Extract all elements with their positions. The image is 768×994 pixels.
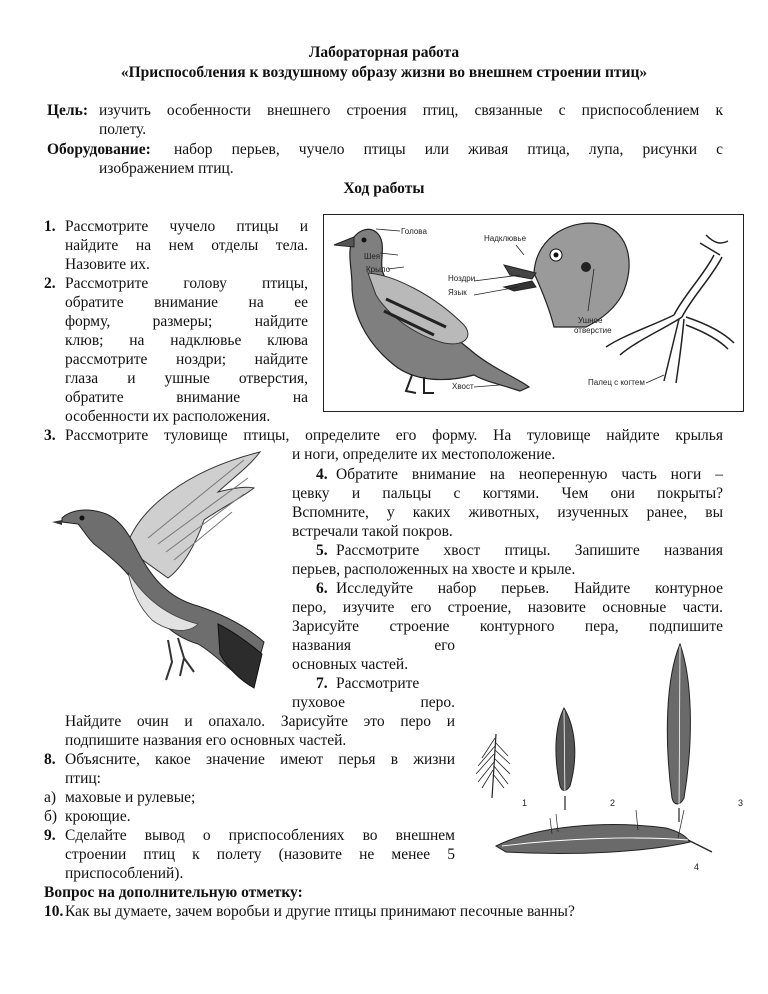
step2-line1: Рассмотрите голову птицы,: [65, 275, 308, 292]
step7-line3: Найдите очин и опахало. Зарисуйте это перо и: [65, 713, 455, 730]
feather-number-4: 4: [694, 862, 700, 872]
pigeon-anatomy-drawing: [324, 215, 743, 411]
step2-line4: клюв; на надклювье клюва: [65, 332, 308, 349]
step8b-marker: б): [44, 808, 58, 825]
label-tail: Хвост: [452, 382, 474, 391]
step8-line1: Объясните, какое значение имеют перья в жизни: [65, 751, 455, 768]
label-tongue: Язык: [448, 288, 467, 297]
step1-line3: Назовите их.: [65, 256, 150, 273]
step2-number: 2.: [44, 275, 56, 292]
label-ear-2: отверстие: [574, 326, 612, 335]
step6-line3: Зарисуйте строение контурного пера, подпишите: [292, 618, 723, 635]
step3-number: 3.: [44, 427, 56, 444]
step4-line2: цевку и пальцы с когтями. Чем они покрыты?: [292, 485, 723, 502]
step9-number: 9.: [44, 827, 56, 844]
label-neck: Шея: [364, 252, 381, 261]
step4-number: 4.: [316, 466, 328, 483]
step5-line2: перьев, расположенных на хвосте и крыле.: [292, 561, 576, 578]
step3-line1: Рассмотрите туловище птицы, определите его форму. На туловище найдите крылья: [65, 427, 723, 444]
flying-pigeon-figure: [48, 448, 280, 693]
step5-line1: Рассмотрите хвост птицы. Запишите названия: [336, 542, 723, 559]
progress-title: Ход работы: [343, 180, 425, 197]
step6-line4: названия его: [292, 637, 455, 654]
step8a-text: маховые и рулевые;: [65, 789, 196, 806]
goal-label: Цель:: [47, 102, 88, 119]
step8b-text: кроющие.: [65, 808, 131, 825]
step6-line1: Исследуйте набор перьев. Найдите контурное: [336, 580, 723, 597]
step10-text: Как вы думаете, зачем воробьи и другие птицы принимают песочные ванны?: [65, 903, 575, 920]
label-ear: Ушное: [578, 316, 603, 325]
step6-number: 6.: [316, 580, 328, 597]
label-head: Голова: [401, 227, 427, 236]
step8a-marker: а): [44, 789, 57, 806]
step2-line2: обратите внимание на ее: [65, 294, 308, 311]
label-nostril: Ноздри: [448, 274, 476, 283]
step2-line6: глаза и ушные отверстия,: [65, 370, 308, 387]
step1-line1: Рассмотрите чучело птицы и: [65, 218, 308, 235]
step7-line2: пуховое перо.: [292, 694, 455, 711]
goal-text-line1: изучить особенности внешнего строения птиц, связанные с приспособлением к: [99, 102, 723, 119]
feather-3-flight: [667, 644, 690, 822]
step2-line3: форму, размеры; найдите: [65, 313, 308, 330]
step1-number: 1.: [44, 218, 56, 235]
feather-number-2: 2: [610, 798, 616, 808]
feather-2-contour-small: [556, 708, 575, 810]
page-title-line2: «Приспособления к воздушному образу жизни во внешнем строении птиц»: [120, 64, 648, 81]
step6-line2: перо, изучите его строение, назовите основные части.: [292, 599, 723, 616]
step9-line3: приспособлений).: [65, 865, 184, 882]
step9-line1: Сделайте вывод о приспособлениях во внешнем: [65, 827, 455, 844]
step9-line2: строении птиц к полету (назовите не менее 5: [65, 846, 455, 863]
equipment-label: Оборудование:: [47, 141, 151, 158]
step3-line2: и ноги, определите их местоположение.: [292, 446, 556, 463]
step7-line4: подпишите названия его основных частей.: [65, 732, 347, 749]
feather-1-down: [476, 734, 510, 798]
feathers-drawing: [466, 638, 748, 876]
step2-line8: особенности их расположения.: [65, 408, 271, 425]
step2-line7: обратите внимание на: [65, 389, 308, 406]
step4-line1: Обратите внимание на неоперенную часть ноги –: [336, 466, 723, 483]
step8-line2: птиц:: [65, 770, 101, 787]
page-title-line1: Лабораторная работа: [308, 44, 460, 61]
pigeon-anatomy-figure: [323, 214, 744, 412]
label-wing: Крыло: [366, 265, 391, 274]
feather-number-1: 1: [522, 798, 528, 808]
step2-line5: рассмотрите ноздри; найдите: [65, 351, 308, 368]
label-beak: Надклювье: [484, 234, 527, 243]
step1-line2: найдите на нем отделы тела.: [65, 237, 308, 254]
feather-number-3: 3: [738, 798, 744, 808]
flying-pigeon-drawing: [48, 448, 280, 693]
step5-number: 5.: [316, 542, 328, 559]
bonus-label: Вопрос на дополнительную отметку:: [44, 884, 303, 901]
step10-number: 10.: [44, 903, 64, 920]
equipment-text-line2: изображением птиц.: [99, 160, 234, 177]
step4-line3: Вспомните, у каких животных, изученных ранее, вы: [292, 504, 723, 521]
label-toe: Палец с когтем: [588, 378, 645, 387]
feathers-figure: [466, 638, 748, 876]
step7-number: 7.: [316, 675, 328, 692]
step7-line1: Рассмотрите: [336, 675, 420, 692]
step4-line4: встречали такой покров.: [292, 523, 453, 540]
equipment-text-line1: набор перьев, чучело птицы или живая птица, лупа, рисунки с: [174, 141, 723, 158]
step8-number: 8.: [44, 751, 56, 768]
step6-line5: основных частей.: [292, 656, 409, 673]
goal-text-line2: полету.: [99, 121, 147, 138]
